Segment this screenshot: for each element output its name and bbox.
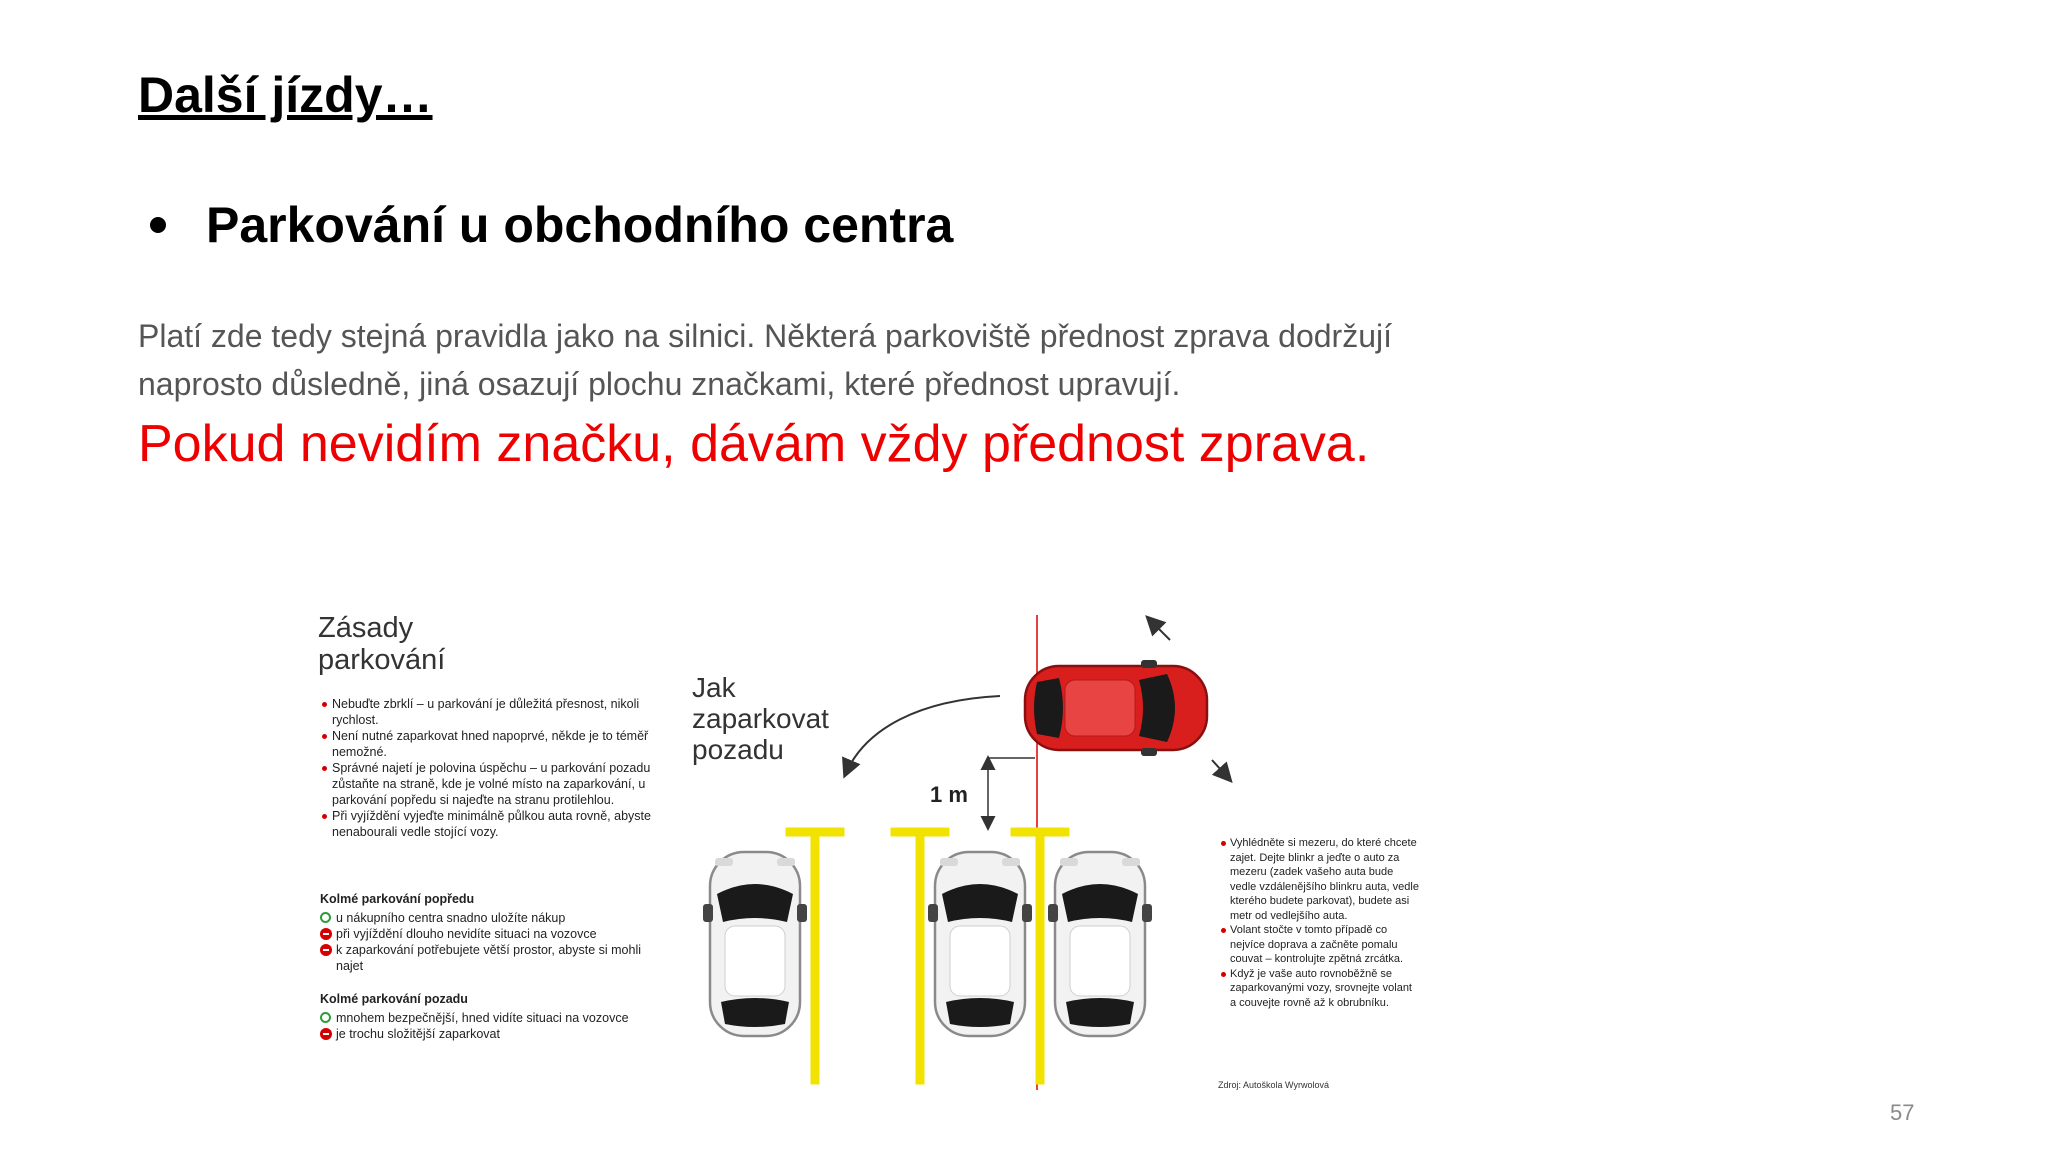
panel-title-line-1: Zásady: [318, 612, 414, 644]
reverse-heading: Kolmé parkování pozadu: [320, 992, 468, 1006]
con-item: k zaparkování potřebujete větší prostor, abyste si mohli najet: [320, 942, 660, 974]
forward-heading: Kolmé parkování popředu: [320, 892, 475, 906]
instructions-list: [1220, 836, 1420, 1010]
page-number: 57: [1890, 1100, 1915, 1125]
rule-item: Správné najetí je polovina úspěchu – u parkování pozadu zůstaňte na straně, kde je volné místo na zaparkování, u parkování popředu si najeďte na stranu protilehlou.: [320, 760, 660, 808]
body-line-2: naprosto důsledně, jiná osazují plochu značkami, které přednost upravují.: [138, 366, 1181, 402]
instruction-item: Vyhlédněte si mezeru, do které chcete zajet. Dejte blinkr a jeďte o auto za mezeru (zadek vašeho auta bude vedle vzdálenějšího blinkru auta, vedle kterého budete parkovat), budete asi metr od vedlejšího auta.: [1220, 836, 1420, 923]
rule-item: Není nutné zaparkovat hned napoprvé, někde je to téměř nemožné.: [320, 728, 660, 760]
con-item: při vyjíždění dlouho nevidíte situaci na vozovce: [320, 926, 660, 942]
source-credit: Zdroj: Autoškola Wyrwolová: [1218, 1080, 1329, 1090]
slide-title: Další jízdy…: [138, 67, 433, 123]
bullet-item: [150, 196, 953, 254]
direction-arrow: [1212, 760, 1230, 780]
pro-item: mnohem bezpečnější, hned vidíte situaci na vozovce: [320, 1010, 660, 1026]
panel-title-line-2: parkování: [318, 644, 446, 676]
instruction-item: Když je vaše auto rovnoběžně se zaparkovanými vozy, srovnejte volant a couvejte rovně až k obrubníku.: [1220, 967, 1420, 1011]
highlight-text: Pokud nevidím značku, dávám vždy přednost zprava.: [138, 415, 1370, 473]
con-item: je trochu složitější zaparkovat: [320, 1026, 660, 1042]
distance-label: 1 m: [930, 782, 968, 807]
bullet-text: Parkování u obchodního centra: [206, 197, 954, 253]
parking-figure: [300, 600, 1430, 1105]
curved-arrow: [845, 696, 1000, 775]
body-text: [138, 312, 1558, 408]
direction-arrow: [1148, 618, 1170, 640]
how-to-label: Jak zaparkovat pozadu: [692, 672, 829, 765]
instruction-item: Volant stočte v tomto případě co nejvíce doprava a začněte pomalu couvat – kontrolujte zpětná zrcátka.: [1220, 923, 1420, 967]
rule-item: Při vyjíždění vyjeďte minimálně půlkou auta rovně, abyste nenabourali vedle stojící vozy.: [320, 808, 660, 840]
red-car: [1025, 660, 1207, 756]
rule-item: Nebuďte zbrklí – u parkování je důležitá přesnost, nikoli rychlost.: [320, 696, 660, 728]
bullet-dot: [150, 217, 166, 233]
white-car: [1048, 852, 1152, 1036]
white-car: [928, 852, 1032, 1036]
body-line-1: Platí zde tedy stejná pravidla jako na silnici. Některá parkoviště přednost zprava dodržují: [138, 318, 1392, 354]
pro-item: u nákupního centra snadno uložíte nákup: [320, 910, 660, 926]
white-car: [703, 852, 807, 1036]
